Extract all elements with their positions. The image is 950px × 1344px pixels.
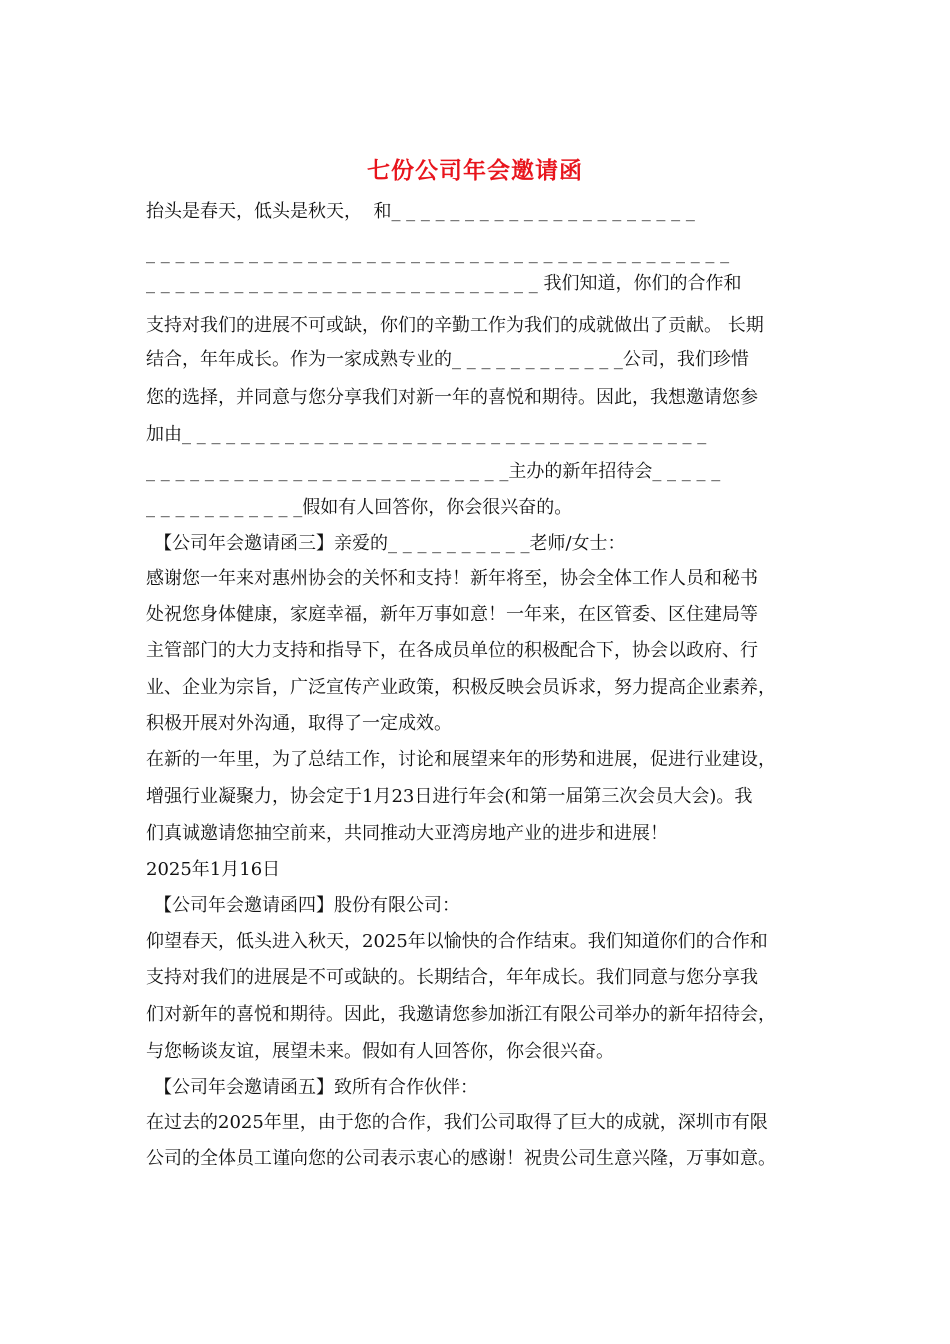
text-line: 支持对我们的进展不可或缺，你们的辛勤工作为我们的成就做出了贡献。 长期 xyxy=(146,315,764,336)
text-line: 们真诚邀请您抽空前来，共同推动大亚湾房地产业的进步和进展！ xyxy=(146,823,668,844)
text-line: 仰望春天，低头进入秋天，2025年以愉快的合作结束。我们知道你们的合作和 xyxy=(146,931,768,952)
text-line: 增强行业凝聚力，协会定于1月23日进行年会(和第一届第三次会员大会)。我 xyxy=(146,786,753,807)
section-heading: 【公司年会邀请函三】亲爱的_ _ _ _ _ _ _ _ _ _老师/女士： xyxy=(154,533,626,554)
text-line: _ _ _ _ _ _ _ _ _ _ _ _ _ _ _ _ _ _ _ _ _ _ _ _ _主办的新年招待会_ _ _ _ _ xyxy=(146,461,721,482)
text-line: 积极开展对外沟通，取得了一定成效。 xyxy=(146,713,452,734)
text-line: _ _ _ _ _ _ _ _ _ _ _假如有人回答你，你会很兴奋的。 xyxy=(146,497,573,518)
text-line: 结合，年年成长。作为一家成熟专业的_ _ _ _ _ _ _ _ _ _ _ _公司，我们珍惜 xyxy=(146,349,749,370)
section-heading: 【公司年会邀请函四】股份有限公司： xyxy=(154,895,460,916)
text-line: 在过去的2025年里，由于您的合作，我们公司取得了巨大的成就，深圳市有限 xyxy=(146,1112,768,1133)
text-line: 业、企业为宗旨，广泛宣传产业政策，积极反映会员诉求，努力提高企业素养， xyxy=(146,677,776,698)
text-line: 抬头是春天，低头是秋天， 和_ _ _ _ _ _ _ _ _ _ _ _ _ _ _ _ _ _ _ _ _ xyxy=(146,201,695,222)
text-line: 加由_ _ _ _ _ _ _ _ _ _ _ _ _ _ _ _ _ _ _ _ _ _ _ _ _ _ _ _ _ _ _ _ _ _ _ _ xyxy=(146,424,707,445)
text-line: 在新的一年里，为了总结工作，讨论和展望来年的形势和进展，促进行业建设， xyxy=(146,749,776,770)
text-line: _ _ _ _ _ _ _ _ _ _ _ _ _ _ _ _ _ _ _ _ _ _ _ _ _ _ _ 我们知道，你们的合作和 xyxy=(146,273,742,294)
text-line: 支持对我们的进展是不可或缺的。长期结合，年年成长。我们同意与您分享我 xyxy=(146,967,758,988)
text-line: 与您畅谈友谊，展望未来。假如有人回答你，你会很兴奋。 xyxy=(146,1041,614,1062)
section-heading: 【公司年会邀请函五】致所有合作伙伴： xyxy=(154,1077,478,1098)
document-title: 七份公司年会邀请函 xyxy=(367,157,583,184)
text-line: 感谢您一年来对惠州协会的关怀和支持！新年将至，协会全体工作人员和秘书 xyxy=(146,568,758,589)
text-line: 们对新年的喜悦和期待。因此，我邀请您参加浙江有限公司举办的新年招待会， xyxy=(146,1004,776,1025)
text-line: 主管部门的大力支持和指导下，在各成员单位的积极配合下，协会以政府、行 xyxy=(146,640,758,661)
text-line: 您的选择，并同意与您分享我们对新一年的喜悦和期待。因此，我想邀请您参 xyxy=(146,387,758,408)
text-line: 公司的全体员工谨向您的公司表示衷心的感谢！祝贵公司生意兴隆，万事如意。 xyxy=(146,1148,776,1169)
date-line: 2025年1月16日 xyxy=(146,859,281,880)
text-line: 处祝您身体健康，家庭幸福，新年万事如意！一年来，在区管委、区住建局等 xyxy=(146,604,758,625)
text-line: _ _ _ _ _ _ _ _ _ _ _ _ _ _ _ _ _ _ _ _ _ _ _ _ _ _ _ _ _ _ _ _ _ _ _ _ _ _ _ _ xyxy=(146,243,730,264)
